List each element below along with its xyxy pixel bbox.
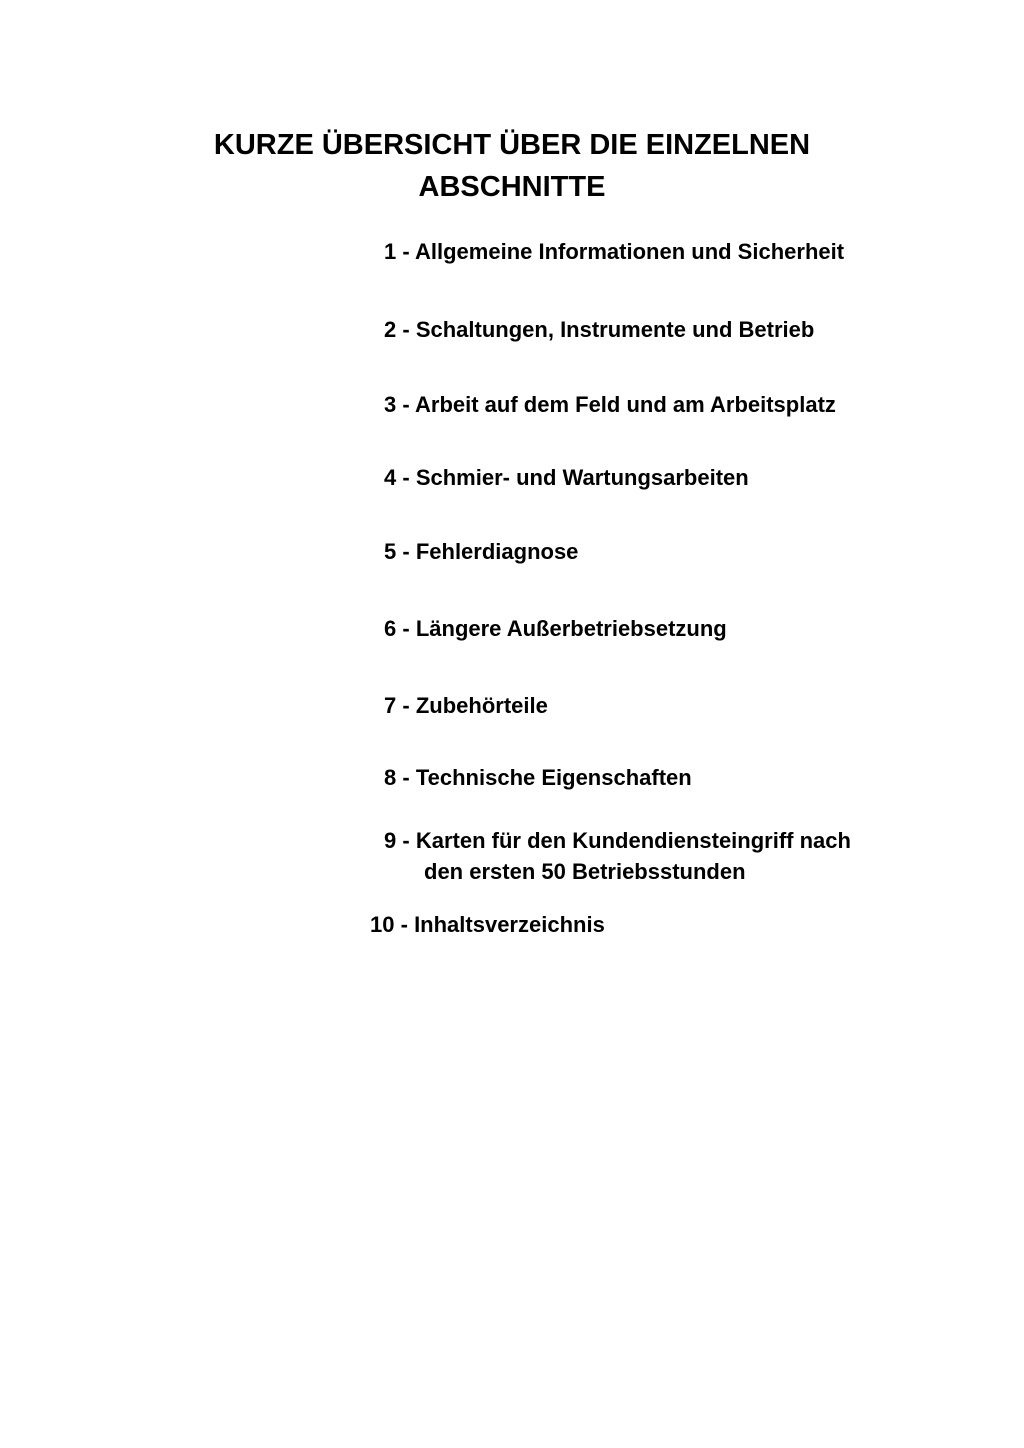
page-title-line-1: KURZE ÜBERSICHT ÜBER DIE EINZELNEN bbox=[213, 129, 811, 161]
section-item-9-continuation: den ersten 50 Betriebsstunden bbox=[424, 859, 746, 884]
section-separator: - bbox=[402, 616, 410, 641]
section-item-10 bbox=[370, 911, 605, 939]
section-item-1 bbox=[384, 238, 844, 266]
section-separator: - bbox=[402, 693, 410, 718]
section-item-3 bbox=[384, 391, 836, 419]
section-item-9 bbox=[384, 827, 851, 855]
section-label: Fehlerdiagnose bbox=[415, 539, 579, 564]
section-separator: - bbox=[402, 828, 410, 853]
section-number: 7 bbox=[384, 693, 397, 718]
section-label: Schmier- und Wartungsarbeiten bbox=[415, 465, 749, 490]
section-separator: - bbox=[402, 392, 410, 417]
section-separator: - bbox=[402, 539, 410, 564]
section-separator: - bbox=[402, 765, 410, 790]
section-separator: - bbox=[402, 465, 410, 490]
section-number: 2 bbox=[384, 317, 397, 342]
section-label: Allgemeine Informationen und Sicherheit bbox=[415, 239, 845, 264]
section-item-7 bbox=[384, 692, 548, 720]
section-label: Zubehörteile bbox=[415, 693, 548, 718]
section-label: Inhaltsverzeichnis bbox=[414, 912, 605, 937]
section-label: Längere Außerbetriebsetzung bbox=[415, 616, 727, 641]
section-number: 5 bbox=[384, 539, 397, 564]
section-item-5 bbox=[384, 538, 578, 566]
section-item-6 bbox=[384, 615, 727, 643]
page-title-line-2: ABSCHNITTE bbox=[418, 171, 606, 203]
section-label: Technische Eigenschaften bbox=[415, 765, 692, 790]
section-number: 6 bbox=[384, 616, 397, 641]
section-item-2 bbox=[384, 316, 814, 344]
section-number: 1 bbox=[384, 239, 397, 264]
section-label: Schaltungen, Instrumente und Betrieb bbox=[415, 317, 815, 342]
section-number: 8 bbox=[384, 765, 397, 790]
section-label: Arbeit auf dem Feld und am Arbeitsplatz bbox=[415, 392, 836, 417]
section-number: 10 bbox=[370, 912, 395, 937]
section-item-8 bbox=[384, 764, 692, 792]
section-number: 3 bbox=[384, 392, 397, 417]
section-item-4 bbox=[384, 464, 749, 492]
section-separator: - bbox=[400, 912, 408, 937]
section-separator: - bbox=[402, 239, 410, 264]
section-label: Karten für den Kundendiensteingriff nach bbox=[415, 828, 851, 853]
section-number: 9 bbox=[384, 828, 397, 853]
section-number: 4 bbox=[384, 465, 397, 490]
section-separator: - bbox=[402, 317, 410, 342]
